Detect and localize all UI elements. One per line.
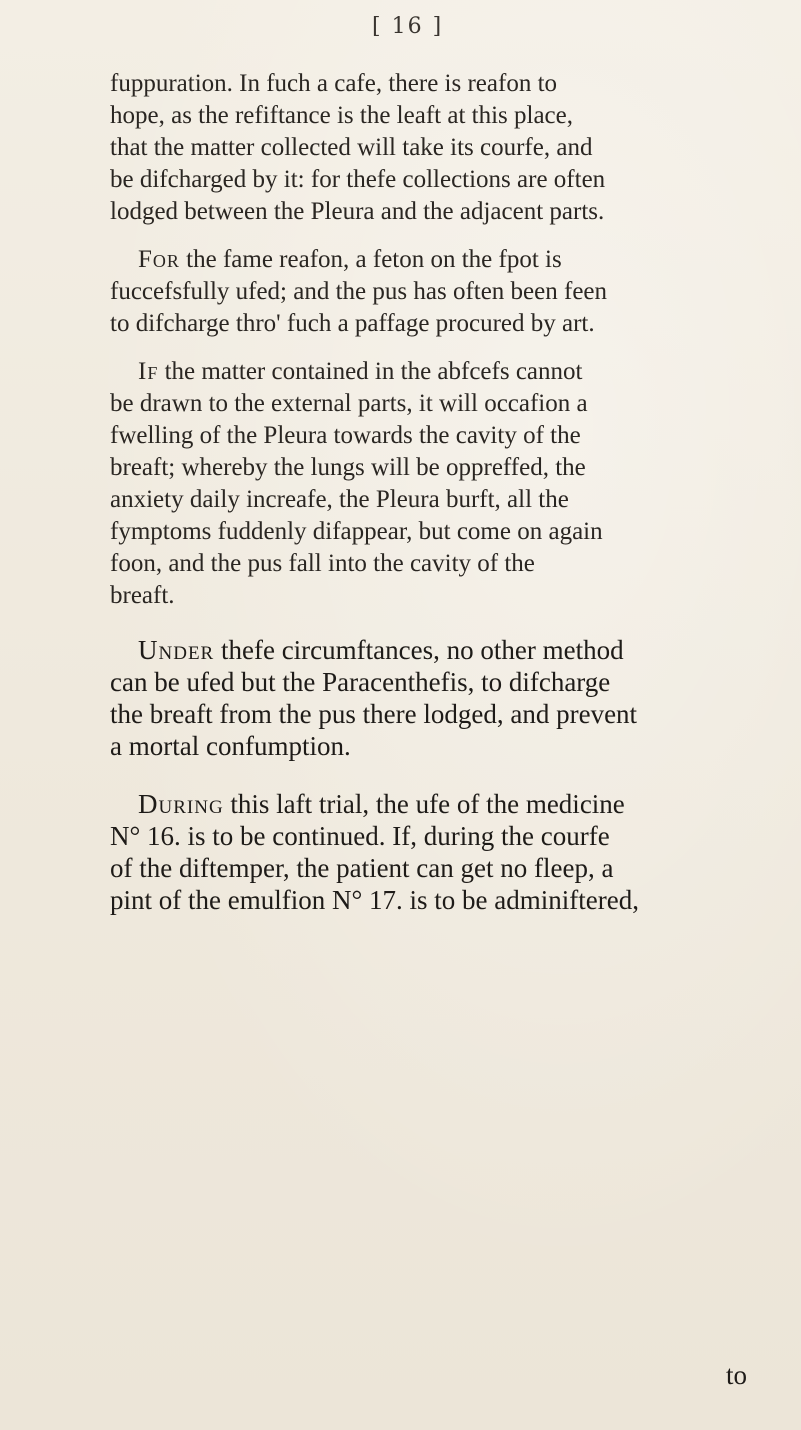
paragraph-if-the-matter xyxy=(110,356,800,612)
text-line: fwelling of the Pleura towards the cavity of the xyxy=(110,422,581,449)
paragraph-suppuration xyxy=(110,68,800,228)
text-line: that the matter collected will take its courfe, and xyxy=(110,134,593,161)
paragraph-lead-word: Under xyxy=(138,635,215,665)
text-line: can be ufed but the Paracenthefis, to difcharge xyxy=(110,667,611,697)
text-line: fuppuration. In fuch a cafe, there is reafon to xyxy=(110,70,558,97)
text-line: N° 16. is to be continued. If, during the courfe xyxy=(110,821,610,851)
paragraph-lead-word: If xyxy=(138,358,159,385)
text-line: foon, and the pus fall into the cavity of the xyxy=(110,550,535,577)
paragraph-lead-word: During xyxy=(138,789,224,819)
paragraph-during-this-last-trial xyxy=(110,788,800,916)
text-line: pint of the emulfion N° 17. is to be adminiftered, xyxy=(110,885,639,915)
catchword: to xyxy=(726,1360,748,1390)
text-line: lodged between the Pleura and the adjacent parts. xyxy=(110,198,605,225)
text-line: hope, as the refiftance is the leaft at this place, xyxy=(110,102,573,129)
text-line: breaft. xyxy=(110,582,175,609)
text-line: fuccefsfully ufed; and the pus has often been feen xyxy=(110,278,608,305)
text-line-rest: the matter contained in the abfcefs cannot xyxy=(158,358,583,385)
text-line: a mortal confumption. xyxy=(110,731,351,761)
page-number: [ 16 ] xyxy=(372,14,444,39)
text-line: anxiety daily increafe, the Pleura burft, all the xyxy=(110,486,569,513)
body-text xyxy=(110,68,800,932)
text-line: breaft; whereby the lungs will be oppreffed, the xyxy=(110,454,586,481)
text-line: to difcharge thro' fuch a paffage procured by art. xyxy=(110,310,595,337)
text-line xyxy=(110,788,800,820)
text-line xyxy=(110,356,800,388)
paragraph-for-the-same-reason xyxy=(110,244,800,340)
paragraph-lead-word: For xyxy=(138,246,180,273)
text-line: be difcharged by it: for thefe collections are often xyxy=(110,166,606,193)
text-line-rest: thefe circumftances, no other method xyxy=(214,635,624,665)
text-line: the breaft from the pus there lodged, and prevent xyxy=(110,699,638,729)
paragraph-under-these-circumstances xyxy=(110,634,800,762)
text-line xyxy=(110,634,800,666)
text-line-rest: the fame reafon, a feton on the fpot is xyxy=(179,246,562,273)
text-line-rest: this laft trial, the ufe of the medicine xyxy=(223,789,625,819)
text-line: be drawn to the external parts, it will occafion a xyxy=(110,390,588,417)
text-line xyxy=(110,244,800,276)
text-line: fymptoms fuddenly difappear, but come on again xyxy=(110,518,603,545)
text-line: of the diftemper, the patient can get no fleep, a xyxy=(110,853,614,883)
